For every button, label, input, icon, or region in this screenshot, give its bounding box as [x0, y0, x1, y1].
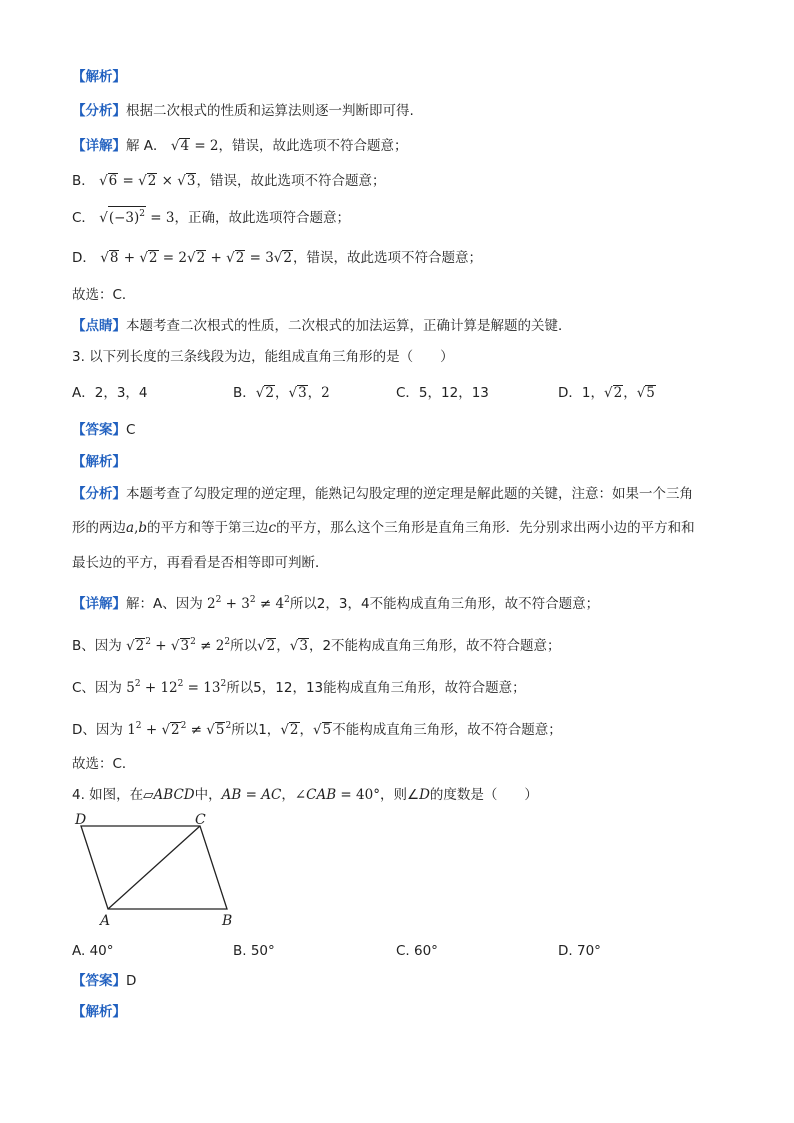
answer-tag: 【答案】 — [72, 973, 126, 989]
detail-tag: 【详解】 — [72, 138, 126, 154]
detail-tag-3: 【详解】 — [72, 596, 126, 612]
insight-paragraph — [72, 316, 572, 336]
question-4-stem: 4. 如图，在▱ABCD中，AB = AC，∠CAB = 40°，则∠D的度数是（ ） — [72, 787, 538, 803]
detail-line-b — [72, 171, 385, 191]
analysis-3-text-2a: 形的两边 — [72, 520, 126, 536]
vertex-label-b: B — [222, 913, 233, 929]
detail-d-suffix: ，错误，故此选项不符合题意； — [293, 250, 482, 266]
option-b-label: B． — [233, 385, 256, 401]
option-d: D．1，√2，√5 — [558, 385, 655, 401]
question-4-mid: 中， — [194, 787, 222, 803]
var-ab: a — [126, 520, 135, 536]
parallelogram-figure — [70, 812, 250, 932]
detail-3-c — [72, 674, 526, 698]
choice-summary-3: 故选：C． — [72, 756, 136, 772]
analysis-heading-4: 【解析】 — [72, 1004, 126, 1020]
detail-line-c — [72, 206, 350, 228]
analysis-text: 根据二次根式的性质和运算法则逐一判断即可得. — [126, 103, 414, 119]
choice-summary: 故选：C． — [72, 287, 136, 303]
detail-3-b-suffix: ，2不能构成直角三角形，故不符合题意； — [308, 638, 561, 654]
detail-3-a-prefix: 解：A、因为 — [126, 596, 203, 612]
formula-a: √4 = 2 — [170, 138, 219, 154]
analysis-3-text-2c: 的平方，那么这个三角形是直角三角形．先分别求出两小边的平方和和 — [276, 520, 695, 536]
analysis-3-line-1 — [72, 484, 693, 504]
detail-b-suffix: ，错误，故此选项不符合题意； — [196, 173, 386, 189]
analysis-3-text-1: 本题考查了勾股定理的逆定理，能熟记勾股定理的逆定理是解此题的关键，注意：如果一个三角 — [126, 486, 693, 502]
analysis-3-line-2: 形的两边a,b的平方和等于第三边c的平方，那么这个三角形是直角三角形．先分别求出两小边的平方和和 — [72, 520, 695, 536]
formula-3a: $2^2 + 3^2 \ne 4^2$ — [207, 595, 290, 612]
answer-tag: 【答案】 — [72, 422, 126, 438]
answer-value: D — [126, 973, 137, 989]
formula-d: √8 + √2 = 2√2 + √2 = 3√2 — [100, 250, 292, 266]
formula-b: √6 = √2 × √3 — [99, 173, 196, 189]
vertex-label-d: D — [75, 812, 87, 828]
question-4-end: 的度数是（ ） — [429, 787, 538, 803]
detail-3-a-suffix: 所以2，3，4不能构成直角三角形，故不符合题意； — [289, 596, 600, 612]
detail-b-prefix: B． — [72, 173, 95, 189]
detail-d-prefix: D． — [72, 250, 96, 266]
answer-line-3 — [72, 420, 135, 440]
parallelogram-symbol: ▱ABCD — [143, 787, 195, 803]
detail-3-b: B、因为 $√2^2 + √3^2 \ne 2^2$所以√2，√3，2不能构成直角三角形，故不符合题意； — [72, 637, 561, 654]
option-b: B. 50° — [233, 943, 275, 959]
vertex-label-a: A — [100, 913, 111, 929]
analysis-paragraph — [72, 101, 414, 121]
formula-c: $√(-3)^2 = 3$ — [99, 210, 174, 226]
detail-3-a — [72, 590, 599, 614]
analysis-tag: 【分析】 — [72, 103, 126, 119]
analysis-3-text-2b: 的平方和等于第三边 — [147, 520, 269, 536]
var-c: c — [268, 520, 277, 536]
detail-3-b-mid: 所以 — [230, 638, 258, 654]
answer-value: C — [126, 422, 136, 438]
analysis-heading: 【解析】 — [72, 69, 126, 85]
detail-line-a — [72, 136, 408, 156]
detail-3-d-mid: 所以1， — [231, 722, 281, 738]
condition-equal: AB — [221, 787, 242, 803]
detail-c-prefix: C． — [72, 210, 95, 226]
detail-c-suffix: ，正确，故此选项符合题意； — [174, 210, 350, 226]
question-3-stem: 3. 以下列长度的三条线段为边，能组成直角三角形的是（ ） — [72, 349, 454, 365]
diagonal-ac — [108, 826, 200, 909]
option-d: D. 70° — [558, 943, 601, 959]
detail-3-b-prefix: B、因为 — [72, 638, 122, 654]
vertex-label-c: C — [195, 812, 206, 828]
formula-3d: $1^2 + √2^2 \ne √5^2$ — [127, 721, 232, 738]
option-c: C．5，12，13 — [396, 385, 489, 401]
analysis-tag-3: 【分析】 — [72, 486, 126, 502]
insight-tag: 【点睛】 — [72, 318, 126, 334]
option-b: B．√2，√3，2 — [233, 385, 330, 401]
option-a: A．2，3，4 — [72, 385, 148, 401]
option-d-label: D．1， — [558, 385, 604, 401]
detail-3-c-prefix: C、因为 — [72, 680, 122, 696]
detail-line-d — [72, 248, 482, 268]
option-c: C. 60° — [396, 943, 438, 959]
detail-3-d: D、因为 $1^2 + √2^2 \ne √5^2$所以1，√2，√5不能构成直角三角形，故不符合题意； — [72, 721, 562, 738]
detail-3-d-prefix: D、因为 — [72, 722, 123, 738]
detail-a-suffix: ，错误，故此选项不符合题意； — [218, 138, 408, 154]
detail-a-prefix: 解 A． — [126, 138, 167, 154]
question-4-prefix: 4. 如图，在 — [72, 787, 144, 803]
detail-3-d-suffix: 不能构成直角三角形，故不符合题意； — [332, 722, 562, 738]
formula-3b: $√2^2 + √3^2 \ne 2^2$ — [126, 637, 231, 654]
answer-line-4 — [72, 971, 136, 991]
analysis-3-line-3: 最长边的平方，再看看是否相等即可判断． — [72, 555, 329, 571]
detail-3-c-suffix: 所以5，12，13能构成直角三角形，故符合题意； — [226, 680, 526, 696]
option-a: A. 40° — [72, 943, 114, 959]
analysis-heading-3: 【解析】 — [72, 454, 126, 470]
insight-text: 本题考查二次根式的性质，二次根式的加法运算，正确计算是解题的关键． — [126, 318, 572, 334]
question-4-post: ，则∠ — [379, 787, 420, 803]
formula-3c: $5^2 + 12^2 = 13^2$ — [126, 679, 227, 696]
